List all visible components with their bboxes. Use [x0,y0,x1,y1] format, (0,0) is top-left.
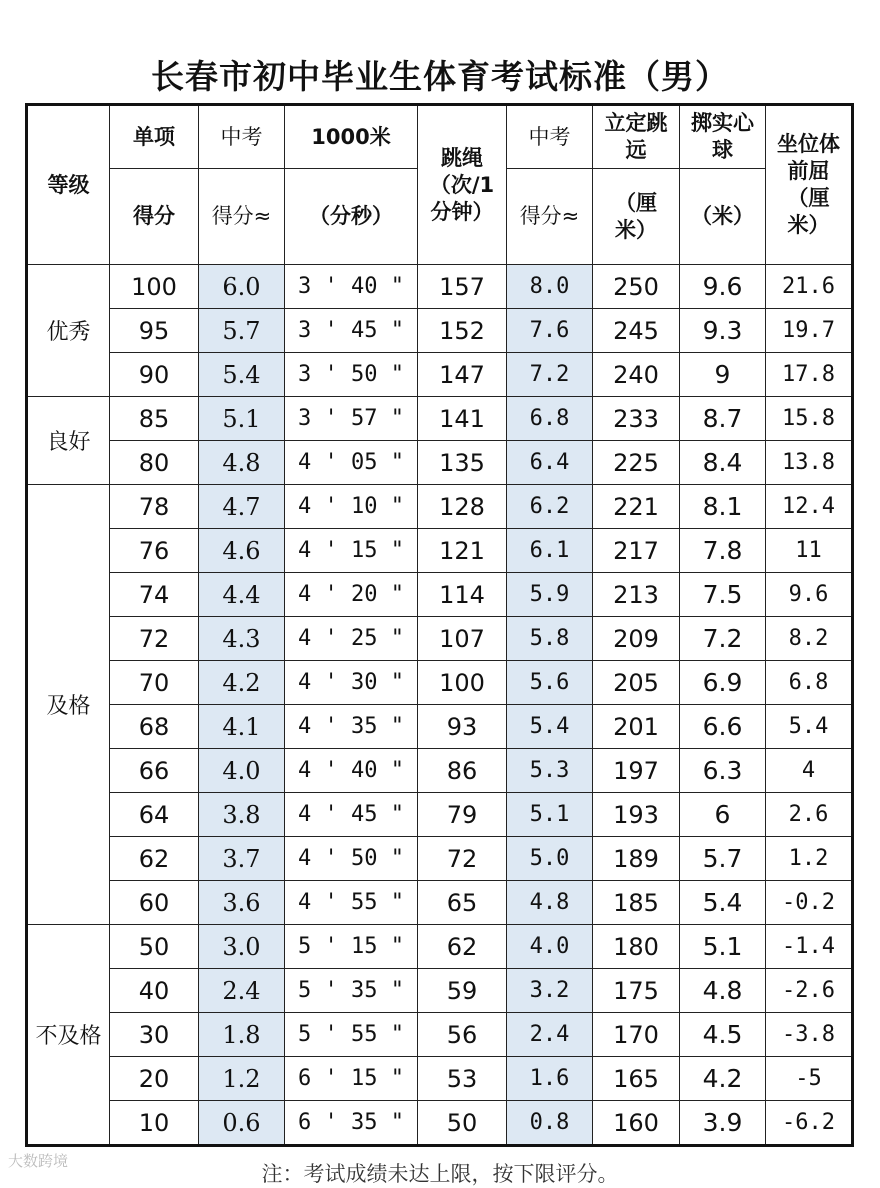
jump-distance-cell: 225 [593,441,680,485]
zk-score-run-cell: 4.1 [199,705,285,749]
header-run-bottom: （分秒） [285,169,418,265]
zk-score-run-cell: 1.8 [199,1013,285,1057]
zk-score-run-cell: 6.0 [199,265,285,309]
single-score-cell: 72 [110,617,199,661]
sit-reach-cell: 8.2 [766,617,853,661]
jump-distance-cell: 180 [593,925,680,969]
run-time-cell: 3 ' 40 " [285,265,418,309]
run-time-cell: 4 ' 10 " [285,485,418,529]
run-time-cell: 4 ' 35 " [285,705,418,749]
rope-count-cell: 86 [418,749,507,793]
jump-distance-cell: 209 [593,617,680,661]
table-row [27,309,853,353]
ball-distance-cell: 6.6 [680,705,766,749]
table-row [27,265,853,309]
zk-score-field-cell: 5.3 [507,749,593,793]
jump-distance-cell: 193 [593,793,680,837]
ball-distance-cell: 8.4 [680,441,766,485]
sit-reach-cell: -0.2 [766,881,853,925]
zk-score-run-cell: 5.7 [199,309,285,353]
table-row [27,1057,853,1101]
sit-reach-cell: -6.2 [766,1101,853,1146]
jump-distance-cell: 201 [593,705,680,749]
run-time-cell: 4 ' 25 " [285,617,418,661]
single-score-cell: 68 [110,705,199,749]
sit-reach-cell: 11 [766,529,853,573]
zk-score-field-cell: 5.6 [507,661,593,705]
jump-distance-cell: 197 [593,749,680,793]
run-time-cell: 5 ' 35 " [285,969,418,1013]
zk-score-field-cell: 3.2 [507,969,593,1013]
sit-reach-cell: 6.8 [766,661,853,705]
standards-table [25,103,854,1147]
header-sit: 坐位体前屈（厘米） [766,105,853,265]
single-score-cell: 60 [110,881,199,925]
zk-score-field-cell: 5.0 [507,837,593,881]
rope-count-cell: 65 [418,881,507,925]
zk-score-field-cell: 0.8 [507,1101,593,1146]
sit-reach-cell: 9.6 [766,573,853,617]
run-time-cell: 3 ' 50 " [285,353,418,397]
single-score-cell: 20 [110,1057,199,1101]
single-score-cell: 76 [110,529,199,573]
rope-count-cell: 157 [418,265,507,309]
ball-distance-cell: 4.2 [680,1057,766,1101]
jump-distance-cell: 213 [593,573,680,617]
sit-reach-cell: -3.8 [766,1013,853,1057]
single-score-cell: 95 [110,309,199,353]
zk-score-run-cell: 2.4 [199,969,285,1013]
jump-distance-cell: 240 [593,353,680,397]
sit-reach-cell: 4 [766,749,853,793]
zk-score-field-cell: 5.4 [507,705,593,749]
zk-score-run-cell: 4.8 [199,441,285,485]
header-rope: 跳绳（次/1分钟） [418,105,507,265]
zk-score-run-cell: 3.6 [199,881,285,925]
sit-reach-cell: 12.4 [766,485,853,529]
ball-distance-cell: 9.6 [680,265,766,309]
ball-distance-cell: 8.1 [680,485,766,529]
zk-score-field-cell: 7.6 [507,309,593,353]
zk-score-run-cell: 0.6 [199,1101,285,1146]
zk-score-field-cell: 6.4 [507,441,593,485]
zk-score-field-cell: 8.0 [507,265,593,309]
jump-distance-cell: 189 [593,837,680,881]
grade-label: 良好 [27,397,110,485]
zk-score-field-cell: 2.4 [507,1013,593,1057]
single-score-cell: 66 [110,749,199,793]
rope-count-cell: 59 [418,969,507,1013]
table-row [27,1013,853,1057]
run-time-cell: 4 ' 40 " [285,749,418,793]
jump-distance-cell: 245 [593,309,680,353]
table-row [27,881,853,925]
header-zk2-top: 中考 [507,105,593,169]
table-row [27,837,853,881]
single-score-cell: 80 [110,441,199,485]
grade-label: 及格 [27,485,110,925]
zk-score-run-cell: 4.7 [199,485,285,529]
zk-score-run-cell: 3.7 [199,837,285,881]
table-row [27,925,853,969]
ball-distance-cell: 7.8 [680,529,766,573]
ball-distance-cell: 3.9 [680,1101,766,1146]
run-time-cell: 4 ' 50 " [285,837,418,881]
ball-distance-cell: 7.5 [680,573,766,617]
single-score-cell: 85 [110,397,199,441]
jump-distance-cell: 250 [593,265,680,309]
zk-score-run-cell: 4.0 [199,749,285,793]
rope-count-cell: 72 [418,837,507,881]
run-time-cell: 3 ' 57 " [285,397,418,441]
sit-reach-cell: 21.6 [766,265,853,309]
rope-count-cell: 93 [418,705,507,749]
header-zk1-bottom: 得分≈ [199,169,285,265]
rope-count-cell: 152 [418,309,507,353]
zk-score-run-cell: 3.0 [199,925,285,969]
run-time-cell: 6 ' 35 " [285,1101,418,1146]
sit-reach-cell: 1.2 [766,837,853,881]
run-time-cell: 4 ' 20 " [285,573,418,617]
jump-distance-cell: 185 [593,881,680,925]
run-time-cell: 4 ' 55 " [285,881,418,925]
ball-distance-cell: 6 [680,793,766,837]
sit-reach-cell: 17.8 [766,353,853,397]
rope-count-cell: 114 [418,573,507,617]
run-time-cell: 4 ' 30 " [285,661,418,705]
rope-count-cell: 56 [418,1013,507,1057]
rope-count-cell: 135 [418,441,507,485]
rope-count-cell: 121 [418,529,507,573]
sit-reach-cell: 13.8 [766,441,853,485]
zk-score-run-cell: 3.8 [199,793,285,837]
table-row [27,529,853,573]
header-zk2-bottom: 得分≈ [507,169,593,265]
ball-distance-cell: 6.9 [680,661,766,705]
rope-count-cell: 50 [418,1101,507,1146]
run-time-cell: 4 ' 45 " [285,793,418,837]
zk-score-field-cell: 6.1 [507,529,593,573]
rope-count-cell: 100 [418,661,507,705]
zk-score-run-cell: 4.2 [199,661,285,705]
header-jump-top: 立定跳远 [593,105,680,169]
page-title: 长春市初中毕业生体育考试标准（男） [151,57,729,96]
ball-distance-cell: 9 [680,353,766,397]
ball-distance-cell: 9.3 [680,309,766,353]
ball-distance-cell: 4.8 [680,969,766,1013]
sit-reach-cell: -1.4 [766,925,853,969]
zk-score-field-cell: 1.6 [507,1057,593,1101]
rope-count-cell: 107 [418,617,507,661]
run-time-cell: 5 ' 55 " [285,1013,418,1057]
ball-distance-cell: 5.7 [680,837,766,881]
table-row [27,749,853,793]
header-single-bottom: 得分 [110,169,199,265]
header-ball-top: 掷实心球 [680,105,766,169]
single-score-cell: 78 [110,485,199,529]
table-row [27,573,853,617]
run-time-cell: 6 ' 15 " [285,1057,418,1101]
sit-reach-cell: 19.7 [766,309,853,353]
table-row [27,793,853,837]
grade-label: 优秀 [27,265,110,397]
single-score-cell: 10 [110,1101,199,1146]
single-score-cell: 64 [110,793,199,837]
grade-label: 不及格 [27,925,110,1146]
ball-distance-cell: 5.4 [680,881,766,925]
zk-score-run-cell: 5.4 [199,353,285,397]
ball-distance-cell: 7.2 [680,617,766,661]
single-score-cell: 100 [110,265,199,309]
jump-distance-cell: 221 [593,485,680,529]
run-time-cell: 4 ' 05 " [285,441,418,485]
zk-score-field-cell: 5.1 [507,793,593,837]
rope-count-cell: 128 [418,485,507,529]
ball-distance-cell: 6.3 [680,749,766,793]
table-row [27,441,853,485]
zk-score-field-cell: 5.8 [507,617,593,661]
zk-score-field-cell: 5.9 [507,573,593,617]
sit-reach-cell: 15.8 [766,397,853,441]
zk-score-field-cell: 7.2 [507,353,593,397]
single-score-cell: 90 [110,353,199,397]
sit-reach-cell: 2.6 [766,793,853,837]
rope-count-cell: 79 [418,793,507,837]
jump-distance-cell: 217 [593,529,680,573]
single-score-cell: 50 [110,925,199,969]
rope-count-cell: 62 [418,925,507,969]
watermark: 大数跨境 [8,1152,69,1170]
single-score-cell: 40 [110,969,199,1013]
sit-reach-cell: 5.4 [766,705,853,749]
jump-distance-cell: 160 [593,1101,680,1146]
zk-score-field-cell: 4.0 [507,925,593,969]
sit-reach-cell: -2.6 [766,969,853,1013]
zk-score-run-cell: 1.2 [199,1057,285,1101]
single-score-cell: 70 [110,661,199,705]
header-jump-bottom: （厘米） [593,169,680,265]
table-row [27,969,853,1013]
zk-score-field-cell: 6.2 [507,485,593,529]
jump-distance-cell: 233 [593,397,680,441]
rope-count-cell: 53 [418,1057,507,1101]
header-grade: 等级 [27,105,110,265]
ball-distance-cell: 5.1 [680,925,766,969]
jump-distance-cell: 205 [593,661,680,705]
header-ball-bottom: （米） [680,169,766,265]
run-time-cell: 4 ' 15 " [285,529,418,573]
table-row [27,617,853,661]
header-run-top: 1000米 [285,105,418,169]
zk-score-field-cell: 6.8 [507,397,593,441]
jump-distance-cell: 170 [593,1013,680,1057]
zk-score-run-cell: 4.3 [199,617,285,661]
ball-distance-cell: 8.7 [680,397,766,441]
rope-count-cell: 141 [418,397,507,441]
table-row [27,397,853,441]
single-score-cell: 62 [110,837,199,881]
single-score-cell: 30 [110,1013,199,1057]
table-row [27,1101,853,1146]
rope-count-cell: 147 [418,353,507,397]
zk-score-run-cell: 4.6 [199,529,285,573]
zk-score-run-cell: 4.4 [199,573,285,617]
zk-score-field-cell: 4.8 [507,881,593,925]
header-zk1-top: 中考 [199,105,285,169]
single-score-cell: 74 [110,573,199,617]
table-row [27,705,853,749]
sit-reach-cell: -5 [766,1057,853,1101]
ball-distance-cell: 4.5 [680,1013,766,1057]
table-row [27,353,853,397]
footnote: 注：考试成绩未达上限，按下限评分。 [261,1162,619,1186]
jump-distance-cell: 175 [593,969,680,1013]
run-time-cell: 5 ' 15 " [285,925,418,969]
table-row [27,485,853,529]
zk-score-run-cell: 5.1 [199,397,285,441]
table-row [27,661,853,705]
jump-distance-cell: 165 [593,1057,680,1101]
run-time-cell: 3 ' 45 " [285,309,418,353]
header-single-top: 单项 [110,105,199,169]
